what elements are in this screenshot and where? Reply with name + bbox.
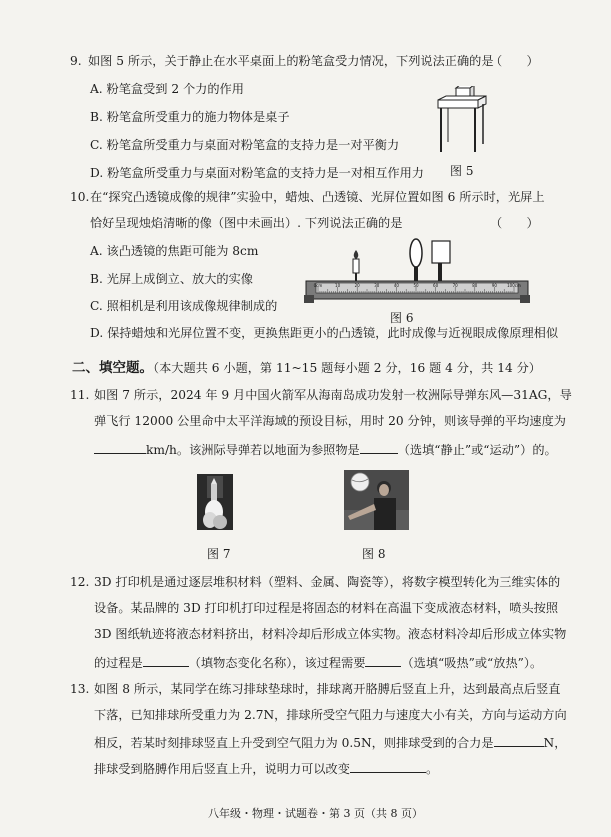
question-13-line-3: 相反，若某时刻排球竖直上升受到空气阻力为 0.5N，则排球受到的合力是 N， <box>94 736 567 750</box>
question-9-stem: 如图 5 所示，关于静止在水平桌面上的粉笔盒受力情况，下列说法正确的是 <box>88 54 494 68</box>
question-11-line-3: km/h。该洲际导弹若以地面为参照物是 （选填“静止”或“运动”）的。 <box>94 441 557 458</box>
question-11-line-2: 弹飞行 12000 公里命中太平洋海域的预设目标，用时 20 分钟，则该导弹的平均速度为 <box>94 414 566 428</box>
question-10-number: 10. <box>70 190 90 204</box>
question-12-line-1: 3D 打印机是通过逐层堆积材料（塑料、金属、陶瓷等），将数字模型转化为三维实体的 <box>94 575 561 589</box>
question-13-number: 13. <box>70 682 90 696</box>
figure-7-caption: 图 7 <box>207 547 231 561</box>
scale-label: 50 <box>413 283 419 288</box>
question-11-blank-2[interactable] <box>360 441 398 454</box>
scale-label: 0cm <box>313 283 323 288</box>
figure-5-caption: 图 5 <box>450 164 474 178</box>
figure-5-table-illustration <box>432 86 492 166</box>
figure-8-caption: 图 8 <box>362 547 386 561</box>
section-2-note: （本大题共 6 小题，第 11~15 题每小题 2 分，16 题 4 分，共 14 分） <box>153 361 541 375</box>
question-10-option-c: C. 照相机是利用该成像规律制成的 <box>90 299 278 313</box>
question-9-option-b: B. 粉笔盒所受重力的施力物体是桌子 <box>90 110 290 124</box>
question-9-option-d: D. 粉笔盒所受重力与桌面对粉笔盒的支持力是一对相互作用力 <box>90 166 424 180</box>
figure-6-optical-bench <box>302 237 532 307</box>
scale-label: 30 <box>374 283 380 288</box>
question-10-option-d: D. 保持蜡烛和光屏位置不变，更换焦距更小的凸透镜，此时成像与近视眼成像原理相似 <box>90 326 559 340</box>
question-12-blank-1[interactable] <box>143 654 189 667</box>
scale-label: 80 <box>472 283 478 288</box>
question-9-option-c: C. 粉笔盒所受重力与桌面对粉笔盒的支持力是一对平衡力 <box>90 138 400 152</box>
scale-label: 100cm <box>507 283 521 288</box>
question-10-option-b: B. 光屏上成倒立、放大的实像 <box>90 272 253 286</box>
question-13-blank-1[interactable] <box>494 734 544 747</box>
question-12-line-3: 3D 图纸轨迹将液态材料挤出，材料冷却后形成立体实物。液态材料冷却后形成立体实物 <box>94 627 567 641</box>
question-10-stem-line-2: 恰好呈现烛焰清晰的像（图中未画出）. 下列说法正确的是 <box>90 216 403 230</box>
figure-7-missile-launch-photo <box>197 474 233 530</box>
question-13-line-4: 排球受到胳膊作用后竖直上升，说明力可以改变 。 <box>94 762 439 776</box>
scale-label: 10 <box>335 283 341 288</box>
light-screen-icon <box>432 241 450 281</box>
question-12-number: 12. <box>70 575 90 589</box>
question-12-line-4: 的过程是 （填物态变化名称），该过程需要 （选填“吸热”或“放热”）。 <box>94 656 543 670</box>
scale-label: 60 <box>433 283 439 288</box>
question-10-answer-paren: （ ） <box>490 216 539 230</box>
question-11-number: 11. <box>70 388 90 402</box>
section-2-title: 二、填空题。 <box>72 360 153 376</box>
question-12-blank-2[interactable] <box>365 654 401 667</box>
figure-8-volleyball-photo <box>344 470 409 530</box>
question-12-line-2: 设备。某品牌的 3D 打印机打印过程是将固态的材料在高温下变成液态材料，喷头按照 <box>94 601 559 615</box>
scale-label: 70 <box>452 283 458 288</box>
question-11-line-1: 如图 7 所示，2024 年 9 月中国火箭军从海南岛成功发射一枚洲际导弹东风—31AG，导 <box>94 388 572 402</box>
question-10-stem-line-1: 在“探究凸透镜成像的规律”实验中，蜡烛、凸透镜、光屏位置如图 6 所示时，光屏上 <box>90 190 545 204</box>
scale-label: 40 <box>393 283 399 288</box>
page-footer: 八年级・物理・试题卷・第 3 页（共 8 页） <box>208 807 423 820</box>
question-13-line-2: 下落，已知排球所受重力为 2.7N，排球所受空气阻力与速度大小有关，方向与运动方向 <box>94 708 567 722</box>
section-2-header <box>72 361 541 376</box>
question-10-option-a: A. 该凸透镜的焦距可能为 8cm <box>90 244 259 258</box>
candle-icon <box>353 250 359 281</box>
convex-lens-icon <box>410 239 422 281</box>
question-13-blank-2[interactable] <box>350 760 426 773</box>
scale-label: 90 <box>491 283 497 288</box>
question-11-blank-1[interactable] <box>94 441 146 454</box>
question-9-option-a: A. 粉笔盒受到 2 个力的作用 <box>90 82 244 96</box>
question-13-line-1: 如图 8 所示，某同学在练习排球垫球时，排球离开胳膊后竖直上升，达到最高点后竖直 <box>94 682 561 696</box>
question-9-number: 9. <box>70 54 82 68</box>
question-9-answer-paren: （ ） <box>490 54 539 68</box>
scale-label: 20 <box>354 283 360 288</box>
figure-6-caption: 图 6 <box>390 311 414 325</box>
